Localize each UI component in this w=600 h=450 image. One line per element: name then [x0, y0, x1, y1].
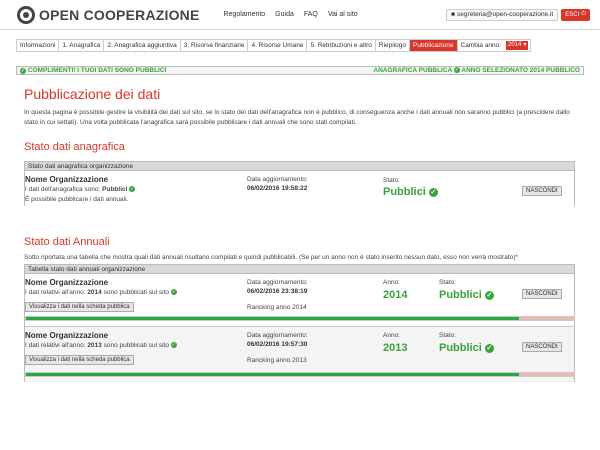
chevron-down-icon: ▾	[523, 42, 527, 48]
logo[interactable]	[17, 6, 200, 24]
anagrafica-status-value: Pubblici	[102, 186, 128, 193]
power-icon: ⏻	[581, 11, 586, 17]
year-label: Anno:	[383, 279, 400, 286]
ranking-progress-bar	[25, 316, 575, 321]
check-icon: ✓	[130, 186, 135, 193]
year-status-line	[25, 342, 177, 349]
anagrafica-status-line	[25, 186, 135, 193]
ranking-label: Rancking anno 2014	[247, 304, 307, 311]
nav-faq[interactable]: FAQ	[303, 11, 318, 18]
updated-label: Data aggiornamento:	[247, 279, 308, 286]
year-value: 2014	[383, 289, 408, 301]
year-value: 2013	[383, 342, 408, 354]
top-bar	[0, 0, 600, 30]
user-email: segreteria@open-cooperazione.it	[457, 11, 554, 18]
state-label: Stato:	[383, 177, 400, 184]
hide-anagrafica-button[interactable]: NASCONDI	[522, 186, 562, 196]
tab-riepilogo[interactable]: Riepilogo	[376, 40, 410, 51]
section-tabs	[16, 39, 531, 52]
year-status-line	[25, 289, 177, 296]
tab-anagrafica-aggiuntiva[interactable]: 2. Anagrafica aggiuntiva	[104, 40, 180, 51]
anagrafica-publish-note: È possibile pubblicare i dati annuali.	[25, 196, 129, 203]
org-name: Nome Organizzazione	[25, 175, 109, 184]
year-selector-label: Cambia anno:	[460, 42, 501, 49]
status-right-2: ANNO SELEZIONATO 2014 PUBBLICO	[461, 67, 580, 74]
anagrafica-row	[25, 171, 574, 206]
intro-text: In questa pagina è possibile gestire la visibilità dei dati sul sito, se lo stato dei dati dell'anagrafica non è pubblico, di conseguenza anche i dati annuali non saranno pubblici (a prescidere dallo stato in cui settati). Una volta pubblicata l'anagrafica sarà possibile pubblicare i dati annuali che sono stati compilati.	[24, 109, 570, 126]
annuali-row	[25, 274, 574, 326]
year-select-value: 2014	[507, 42, 522, 48]
user-icon: ■	[451, 11, 456, 18]
tab-informazioni[interactable]: Informazioni	[17, 40, 59, 51]
tab-retribuzioni[interactable]: 5. Retribuzioni e altro	[307, 40, 375, 51]
state-value-text: Pubblici	[439, 289, 482, 301]
status-right	[373, 67, 580, 74]
status-bar	[16, 66, 584, 75]
state-label: Stato:	[439, 279, 456, 286]
page-title: Pubblicazione dei dati	[24, 86, 161, 102]
org-name: Nome Organizzazione	[25, 278, 109, 287]
annuali-row	[25, 326, 574, 382]
panel-header: Stato dati anagrafica organizzazione	[25, 162, 574, 171]
state-value-text: Pubblici	[439, 342, 482, 354]
ranking-progress-fill	[26, 317, 519, 320]
year-status-year: 2013	[87, 342, 102, 349]
updated-label: Data aggiornamento:	[247, 332, 308, 339]
nav-vai-al-sito[interactable]: Vai al sito	[327, 11, 358, 18]
nav-regolamento[interactable]: Regolamento	[223, 11, 266, 18]
hide-year-button[interactable]: NASCONDI	[522, 342, 562, 352]
view-public-button[interactable]: Visualizza i dati nella scheda pubblica	[25, 302, 134, 312]
annuali-note: Sotto riportata una tabella che mostra quali dati annuali risultano compilati e quindi pubblicabili. (Se per un anno non è stato inserito nessun dato, esso non verrà mostrato)*	[24, 254, 518, 261]
anagrafica-status-prefix: I dati dell'anagrafica sono:	[25, 186, 101, 193]
anagrafica-title: Stato dati anagrafica	[24, 141, 125, 153]
nav-guida[interactable]: Guida	[275, 11, 294, 18]
exit-button[interactable]	[561, 9, 590, 21]
tab-pubblicazione[interactable]: Pubblicazione	[410, 40, 457, 51]
ranking-progress-fill	[26, 373, 519, 376]
year-status-year: 2014	[87, 289, 102, 296]
year-status-prefix: I dati relativi all'anno:	[25, 289, 86, 296]
view-public-button[interactable]: Visualizza i dati nella scheda pubblica	[25, 355, 134, 365]
state-value	[439, 342, 494, 354]
check-icon: ✓	[171, 289, 176, 296]
updated-value: 06/02/2016 23:38:19	[247, 288, 308, 295]
year-status-suffix: sono pubblicati sul sito	[103, 342, 169, 349]
check-icon: ✓	[20, 67, 26, 74]
exit-label: ESCI	[565, 11, 580, 18]
year-status-prefix: I dati relativi all'anno:	[25, 342, 86, 349]
updated-value: 06/02/2016 19:58:22	[247, 185, 308, 192]
year-select[interactable]	[506, 41, 528, 50]
tab-risorse-finanziarie[interactable]: 3. Risorse finanziarie	[181, 40, 249, 51]
ranking-label: Rancking anno 2013	[247, 357, 307, 364]
panel-header: Tabella stato dati annuali organizzazione	[25, 265, 574, 274]
state-value	[439, 289, 494, 301]
check-icon: ✓	[486, 344, 493, 352]
user-button[interactable]	[446, 9, 558, 21]
status-left: COMPLIMENTI! I TUOI DATI SONO PUBBLICI	[27, 67, 167, 74]
logo-text: OPEN COOPERAZIONE	[39, 6, 200, 23]
check-icon: ✓	[171, 342, 176, 349]
annuali-title: Stato dati Annuali	[24, 236, 110, 248]
top-nav	[224, 11, 358, 18]
hide-year-button[interactable]: NASCONDI	[522, 289, 562, 299]
state-value-text: Pubblici	[383, 186, 426, 198]
status-right-1: ANAGRAFICA PUBBLICA	[373, 67, 453, 74]
org-name: Nome Organizzazione	[25, 331, 109, 340]
state-value	[383, 186, 438, 198]
tab-risorse-umane[interactable]: 4. Risorse Umane	[248, 40, 307, 51]
year-status-suffix: sono pubblicati sul sito	[103, 289, 169, 296]
updated-value: 06/02/2016 19:57:30	[247, 341, 308, 348]
ranking-progress-bar	[25, 372, 575, 377]
anagrafica-panel	[24, 161, 575, 206]
year-label: Anno:	[383, 332, 400, 339]
check-icon: ✓	[454, 67, 459, 74]
check-icon: ✓	[430, 188, 437, 196]
updated-label: Data aggiornamento:	[247, 176, 308, 183]
logo-icon	[17, 6, 35, 24]
annuali-panel	[24, 264, 575, 382]
check-icon: ✓	[486, 291, 493, 299]
tab-anagrafica[interactable]: 1. Anagrafica	[59, 40, 104, 51]
state-label: Stato:	[439, 332, 456, 339]
